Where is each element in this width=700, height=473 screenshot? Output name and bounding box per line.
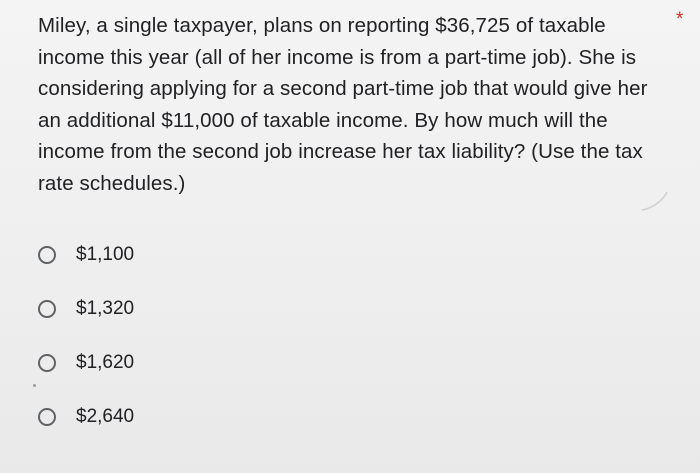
- stray-mark: [33, 384, 36, 387]
- answer-option-label: $1,620: [76, 352, 135, 373]
- answer-options: [34, 228, 134, 444]
- radio-button[interactable]: [38, 408, 56, 426]
- answer-option-label: $1,320: [76, 298, 135, 319]
- question-text: Miley, a single taxpayer, plans on reporting $36,725 of taxable income this year (all of her income is from a part-time job). She is considering applying for a second part-time job that would give her an additional $11,000 of taxable income. By how much will the income from the second job increase her tax liability? (Use the tax rate schedules.): [38, 14, 648, 195]
- answer-option-label: $2,640: [76, 406, 135, 427]
- answer-option[interactable]: [34, 390, 134, 444]
- answer-option[interactable]: [34, 282, 134, 336]
- required-asterisk: *: [676, 9, 684, 30]
- radio-button[interactable]: [38, 300, 56, 318]
- answer-option-label: $1,100: [76, 244, 135, 265]
- pen-mark-icon: [640, 190, 670, 214]
- radio-button[interactable]: [38, 354, 56, 372]
- answer-option[interactable]: [34, 336, 134, 390]
- answer-option[interactable]: [34, 228, 134, 282]
- radio-button[interactable]: [38, 246, 56, 264]
